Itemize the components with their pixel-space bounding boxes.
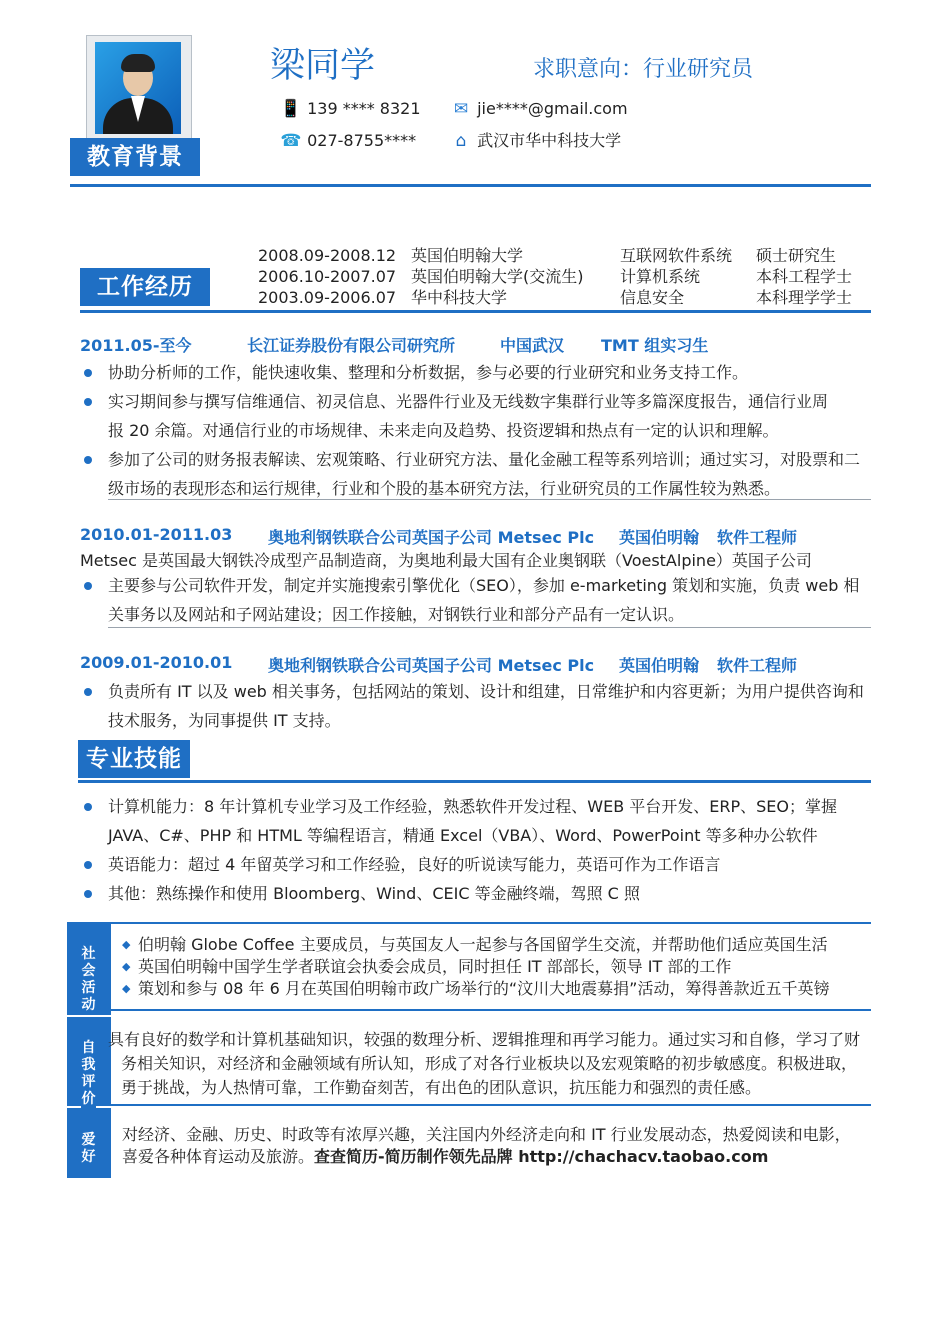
divider <box>111 1104 871 1106</box>
diamond-bullet-icon: ◆ <box>122 960 131 973</box>
job-location: 英国伯明翰 <box>619 528 700 547</box>
divider <box>111 1009 871 1011</box>
home-icon: ⌂ <box>455 131 467 151</box>
email-address: jie****@gmail.com <box>477 99 628 118</box>
divider <box>70 184 871 187</box>
section-social: 社会活动 <box>81 946 96 1013</box>
company-description: Metsec 是英国最大钢铁冷成型产品制造商，为奥地利最大国有企业奥钢联（VoestAlpine）英国子公司 <box>80 551 812 570</box>
list-item: 协助分析师的工作，能快速收集、整理和分析数据，参与必要的行业研究和业务支持工作。 <box>108 358 873 387</box>
section-self-evaluation: 自我评价 <box>81 1040 96 1107</box>
job-company: 奥地利钢铁联合公司英国子公司 Metsec Plc <box>268 656 595 675</box>
education-row: 2003.09-2006.07 华中科技大学 信息安全 本科理学学士 <box>258 288 853 307</box>
job-location: 英国伯明翰 <box>619 656 700 675</box>
email-line <box>450 98 628 120</box>
list-item: 计算机能力：8 年计算机专业学习及工作经验，熟悉软件开发过程、WEB 平台开发、ERP、SEO；掌握 JAVA、C#、PHP 和 HTML 等编程语言，精通 Excel（VBA）、Word、PowerPoint 等多种办公软件 <box>108 792 873 850</box>
divider <box>108 627 871 628</box>
list-item: ◆ 策划和参与 08 年 6 月在英国伯明翰市政广场举行的“汶川大地震募捐”活动，筹得善款近五千英镑 <box>122 979 830 998</box>
job-role: TMT 组实习生 <box>601 336 709 355</box>
section-work: 工作经历 <box>80 268 210 306</box>
address: 武汉市华中科技大学 <box>477 131 622 150</box>
self-evaluation-text: 具有良好的数学和计算机基础知识，较强的数理分析、逻辑推理和再学习能力。通过实习和自修，学习了财 务相关知识，对经济和金融领域有所认知，形成了对各行业板块以及宏观策略的初步敏感度。积极进取， 勇于挑战，为人热情可靠，工作勤奋刻苦，有出色的团队意识，抗压能力和强烈的责任感。 <box>108 1030 861 1097</box>
section-hobby: 爱好 <box>81 1132 96 1165</box>
job-role: 软件工程师 <box>717 528 798 547</box>
phone-number: 027-8755**** <box>307 131 417 150</box>
job-location: 中国武汉 <box>500 336 565 355</box>
list-item: 其他：熟练操作和使用 Bloomberg、Wind、CEIC 等金融终端，驾照 C 照 <box>108 879 873 908</box>
list-item: 负责所有 IT 以及 web 相关事务，包括网站的策划、设计和组建，日常维护和内容更新；为用户提供咨询和 技术服务，为同事提供 IT 支持。 <box>108 677 873 735</box>
divider <box>108 499 871 500</box>
mobile-number: 139 **** 8321 <box>307 99 421 118</box>
job-objective: 求职意向：行业研究员 <box>533 57 754 82</box>
job-period: 2009.01-2010.01 <box>80 653 233 672</box>
section-skills: 专业技能 <box>78 740 190 778</box>
list-item: 参加了公司的财务报表解读、宏观策略、行业研究方法、量化金融工程等系列培训；通过实习，对股票和二 级市场的表现形态和运行规律，行业和个股的基本研究方法，行业研究员的工作属性较为熟悉。 <box>108 445 873 503</box>
divider <box>111 922 871 924</box>
job-period: 2010.01-2011.03 <box>80 525 233 544</box>
list-item: ◆ 伯明翰 Globe Coffee 主要成员，与英国友人一起参与各国留学生交流，并帮助他们适应英国生活 <box>122 935 828 954</box>
name-title: 梁同学 <box>270 46 376 86</box>
diamond-bullet-icon: ◆ <box>122 982 131 995</box>
job-company: 奥地利钢铁联合公司英国子公司 Metsec Plc <box>268 528 595 547</box>
mobile-phone-icon: 📱 <box>280 99 302 119</box>
job-period: 2011.05-至今 <box>80 336 192 355</box>
divider <box>78 780 871 783</box>
address-line <box>450 130 621 152</box>
avatar <box>86 35 192 147</box>
list-item: ◆ 英国伯明翰中国学生学者联谊会执委会成员，同时担任 IT 部部长，领导 IT 部的工作 <box>122 957 732 976</box>
list-item: 实习期间参与撰写信维通信、初灵信息、光器件行业及无线数字集群行业等多篇深度报告，通信行业周 报 20 余篇。对通信行业的市场规律、未来走向及趋势、投资逻辑和热点有一定的认识和理解。 <box>108 387 873 445</box>
diamond-bullet-icon: ◆ <box>122 938 131 951</box>
list-item: 英语能力：超过 4 年留英学习和工作经验，良好的听说读写能力，英语可作为工作语言 <box>108 850 873 879</box>
section-education: 教育背景 <box>70 138 200 176</box>
education-row: 2008.09-2008.12 英国伯明翰大学 互联网软件系统 硕士研究生 <box>258 246 837 265</box>
mobile-line <box>280 98 421 120</box>
phone-line <box>280 130 416 152</box>
promo-link-text: 查查简历-简历制作领先品牌 http://chachacv.taobao.com <box>314 1147 769 1166</box>
list-item: 主要参与公司软件开发，制定并实施搜索引擎优化（SEO），参加 e-marketing 策划和实施，负责 web 相 关事务以及网站和子网站建设；因工作接触，对钢铁行业和部分产品有一定认识。 <box>108 571 873 629</box>
envelope-icon: ✉ <box>453 99 469 119</box>
telephone-icon: ☎ <box>280 131 302 151</box>
divider <box>80 310 871 313</box>
hobby-text: 对经济、金融、历史、时政等有浓厚兴趣，关注国内外经济走向和 IT 行业发展动态，热爱阅读和电影， 喜爱各种体育运动及旅游。查查简历-简历制作领先品牌 http://chachacv.taobao.com <box>122 1125 851 1166</box>
education-table <box>258 245 868 308</box>
education-row: 2006.10-2007.07 英国伯明翰大学(交流生) 计算机系统 本科工程学士 <box>258 267 853 286</box>
job-company: 长江证券股份有限公司研究所 <box>247 336 456 355</box>
job-role: 软件工程师 <box>717 656 798 675</box>
